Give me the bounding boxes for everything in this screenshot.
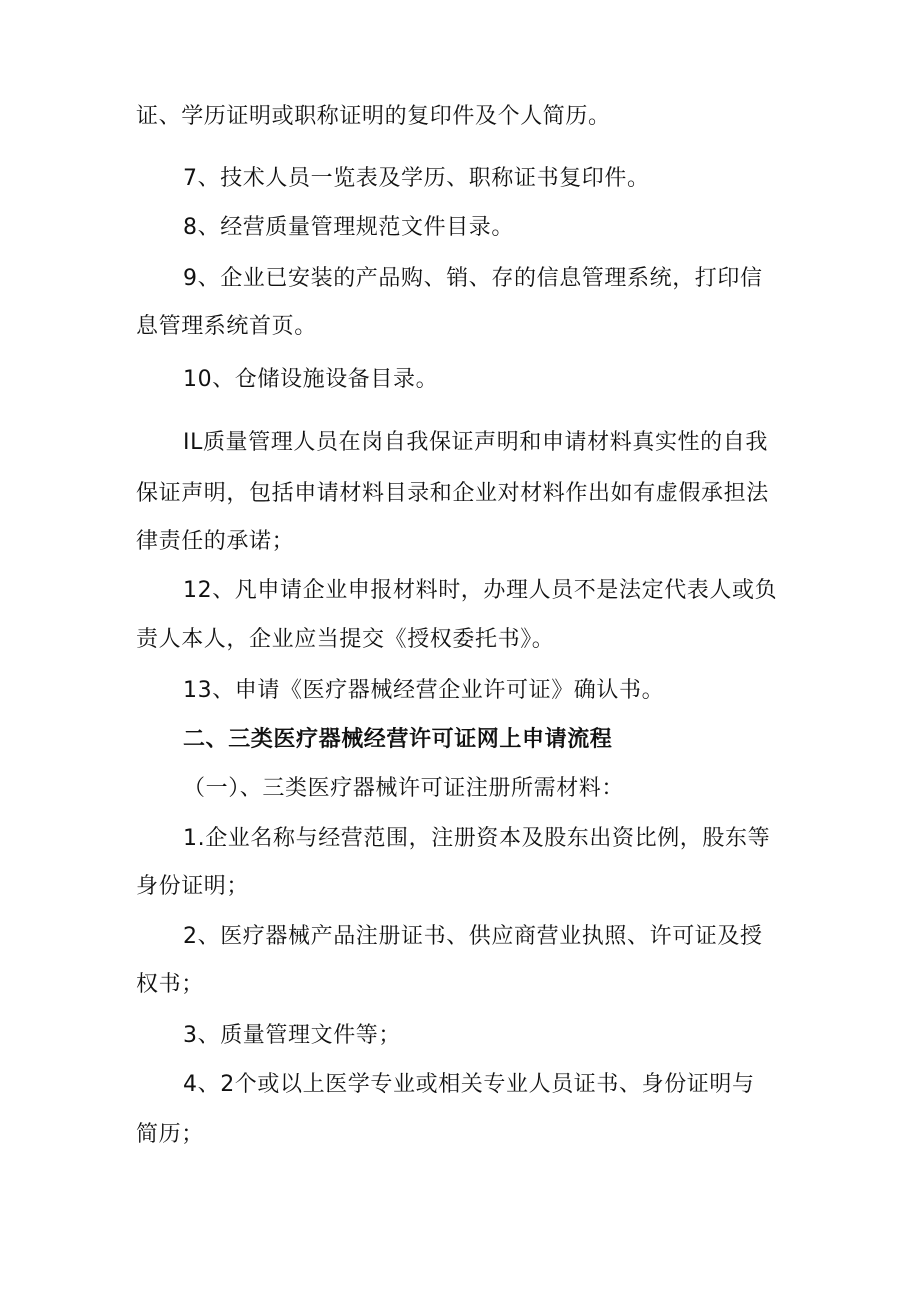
text-line: 2、医疗器械产品注册证书、供应商营业执照、许可证及授 bbox=[183, 924, 763, 949]
text-line: 息管理系统首页。 bbox=[136, 314, 317, 339]
text-line: 权书； bbox=[136, 972, 204, 997]
text-line: 责人本人，企业应当提交《授权委托书》。 bbox=[136, 627, 555, 652]
text-line: 律责任的承诺； bbox=[136, 529, 295, 554]
text-line: IL质量管理人员在岗自我保证声明和申请材料真实性的自我 bbox=[183, 430, 768, 455]
text-line: 7、技术人员一览表及学历、职称证书复印件。 bbox=[183, 166, 650, 191]
section-heading: 二、三类医疗器械经营许可证网上申请流程 bbox=[183, 727, 613, 752]
text-line: 简历； bbox=[136, 1122, 204, 1147]
text-line: 1.企业名称与经营范围，注册资本及股东出资比例，股东等 bbox=[183, 826, 771, 851]
text-line: 10、仓储设施设备目录。 bbox=[183, 367, 439, 392]
text-line: 13、申请《医疗器械经营企业许可证》确认书。 bbox=[183, 678, 665, 703]
text-line: 4、2个或以上医学专业或相关专业人员证书、身份证明与 bbox=[183, 1072, 755, 1097]
subsection-heading: （一）、三类医疗器械许可证注册所需材料： bbox=[183, 776, 625, 801]
text-line: 证、学历证明或职称证明的复印件及个人简历。 bbox=[136, 104, 611, 129]
text-line: 9、企业已安装的产品购、销、存的信息管理系统，打印信 bbox=[183, 266, 763, 291]
text-line: 保证声明，包括申请材料目录和企业对材料作出如有虚假承担法 bbox=[136, 481, 769, 506]
text-line: 身份证明； bbox=[136, 874, 250, 899]
text-line: 8、经营质量管理规范文件目录。 bbox=[183, 215, 514, 240]
text-line: 3、质量管理文件等； bbox=[183, 1023, 401, 1048]
text-line: 12、凡申请企业申报材料时，办理人员不是法定代表人或负 bbox=[183, 578, 778, 603]
